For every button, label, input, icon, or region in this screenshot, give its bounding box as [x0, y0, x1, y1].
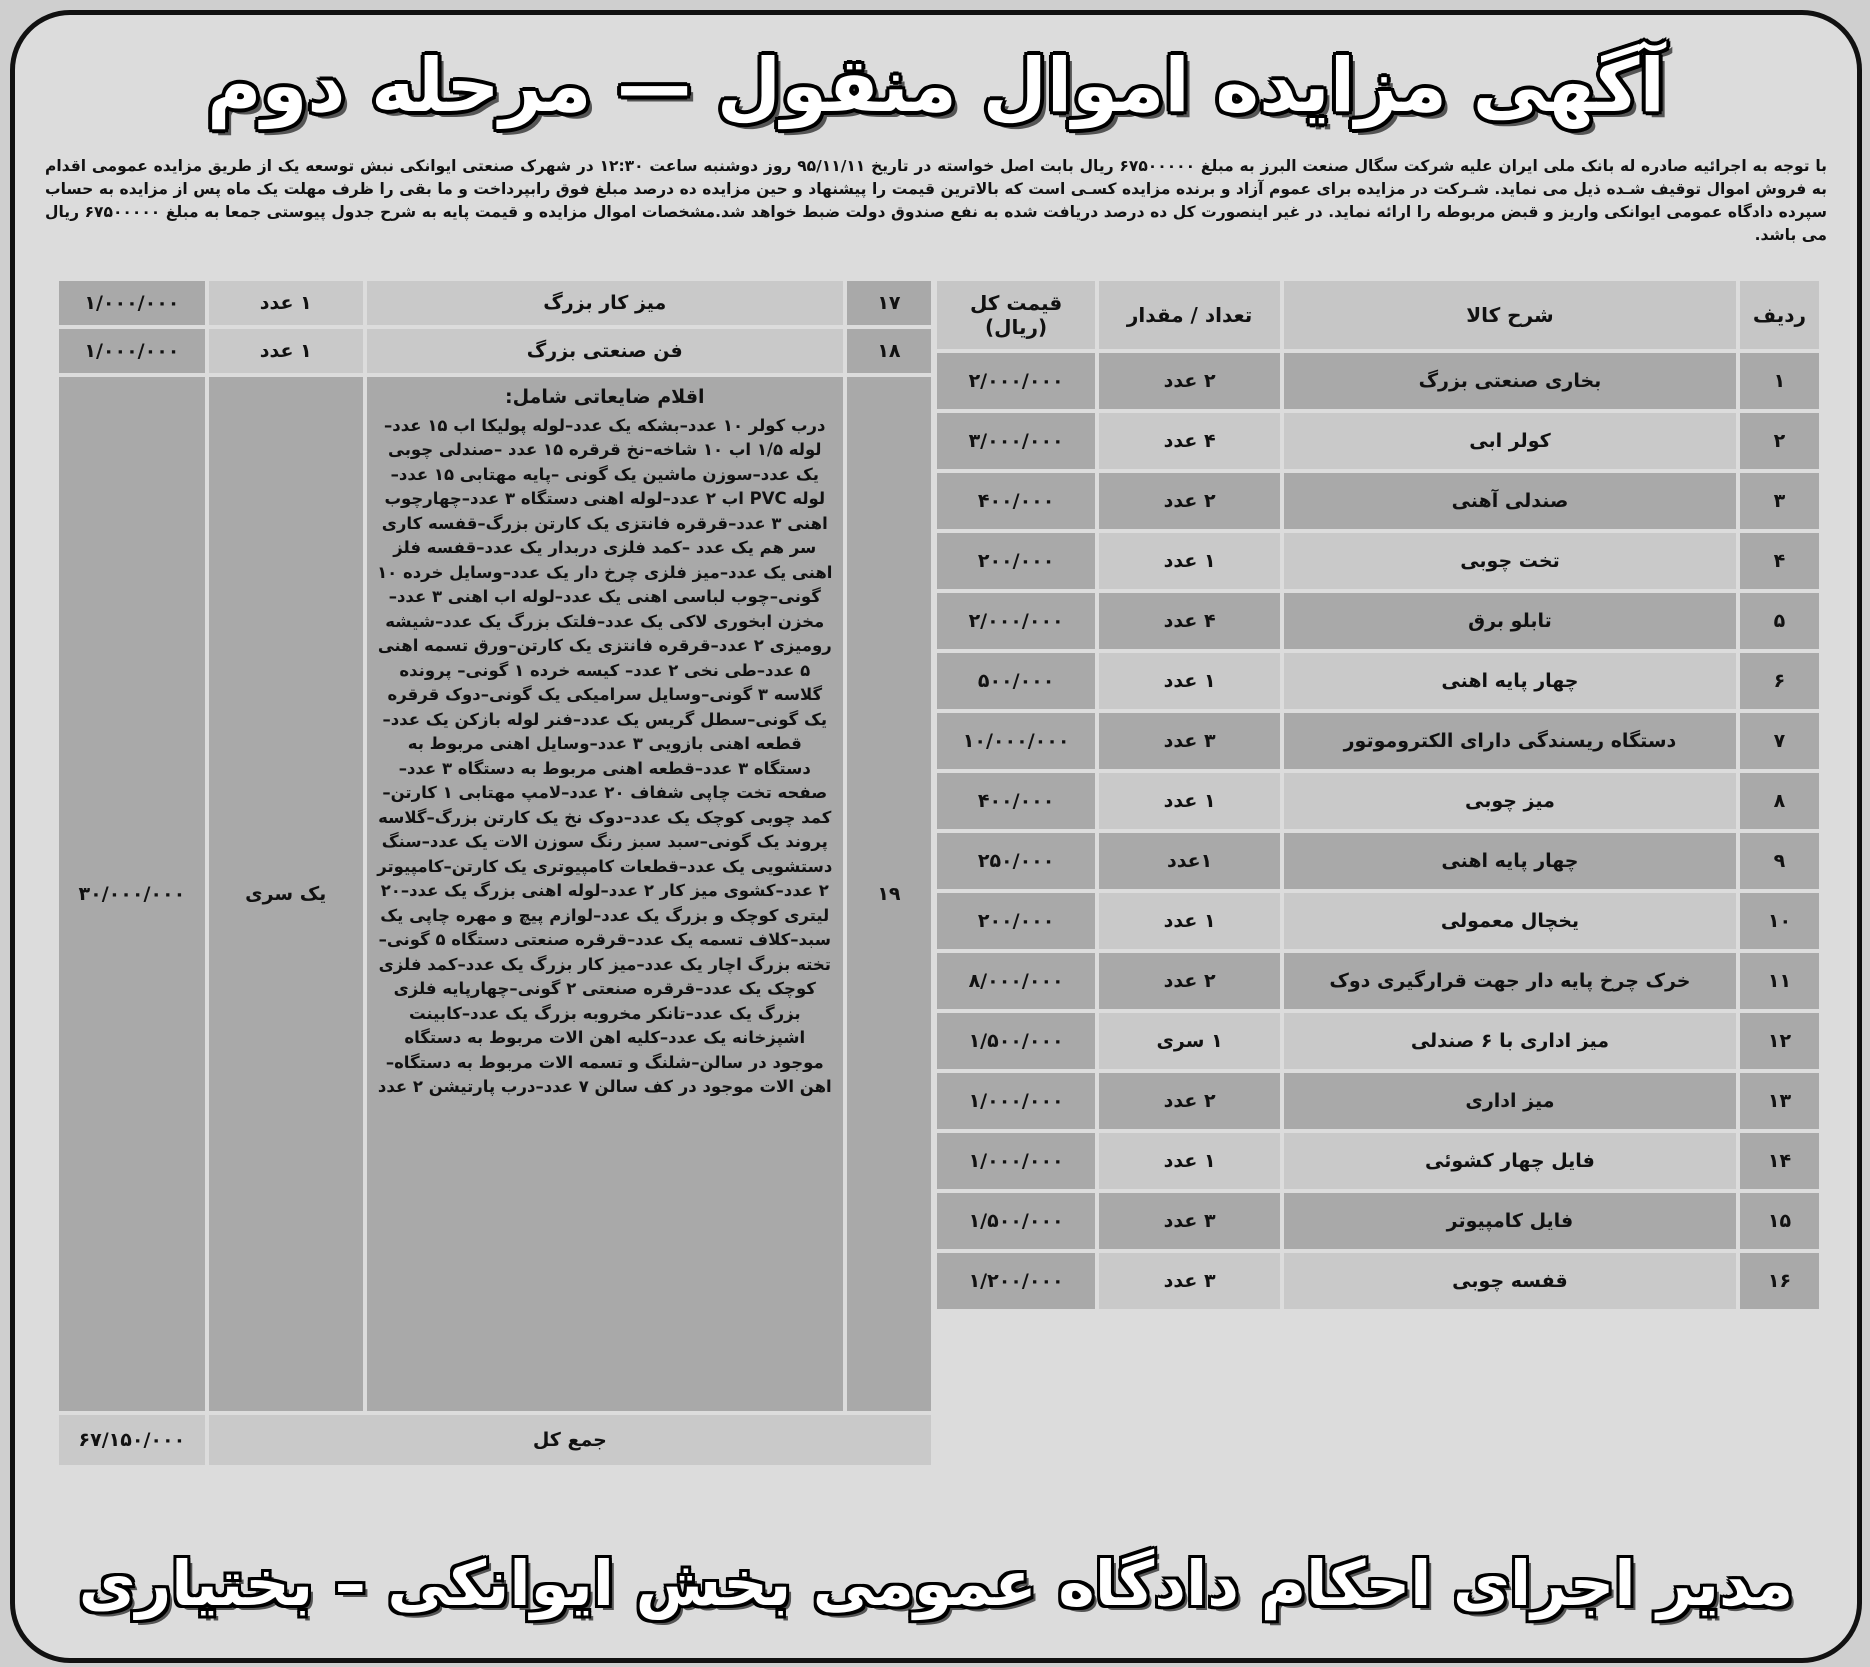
item-quantity: ۱ عدد — [1099, 533, 1280, 589]
item-quantity: ۳ عدد — [1099, 713, 1280, 769]
item-price: ۲۵۰/۰۰۰ — [937, 833, 1095, 889]
row-number: ۲ — [1740, 413, 1819, 469]
total-value: ۶۷/۱۵۰/۰۰۰ — [59, 1415, 205, 1465]
item-description: چهار پایه اهنی — [1284, 833, 1736, 889]
footer-signature: مدیر اجرای احکام دادگاه عمومی بخش ایوانکی – بختیاری — [78, 1547, 1794, 1620]
item-quantity: ۳ عدد — [1099, 1253, 1280, 1309]
items-table-left — [55, 277, 935, 1469]
item-price: ۱/۰۰۰/۰۰۰ — [937, 1133, 1095, 1189]
table-row — [937, 833, 1819, 889]
table-row — [937, 953, 1819, 1009]
item-description: میز چوبی — [1284, 773, 1736, 829]
scrap-items-description: درب کولر ۱۰ عدد–بشکه یک عدد–لوله پولیکا اب ۱۵ عدد–لوله ۱/۵ اب ۱۰ شاخه–نخ قرقره ۱۵ عدد –صندلی چوبی یک عدد–سوزن ماشین یک گونی –پایه مهتابی ۱۵ عدد–لوله PVC اب ۲ عدد–لوله اهنی دستگاه ۳ عدد–چهارچوب اهنی ۳ عدد–قرقره فانتزی یک کارتن بزرگ–قفسه کاری سر هم یک عدد –کمد فلزی دربدار یک عدد–قفسه فلز اهنی یک عدد–میز فلزی چرخ دار یک عدد–وسایل خرده ۱۰ گونی–چوب لباسی اهنی یک عدد–لوله اب اهنی ۳ عدد–مخزن ابخوری لاکی یک عدد–فلتک بزرگ یک عدد–شیشه رومیزی ۲ عدد–قرقره فانتزی یک کارتن–ورق تسمه اهنی ۵ عدد–طی نخی ۲ عدد– کیسه خرده ۱ گونی– پرونده گلاسه ۳ گونی–وسایل سرامیکی یک گونی–دوک قرقره یک گونی–سطل گریس یک عدد–فنر لوله بازکن یک عدد–قطعه اهنی بازویی ۳ عدد–وسایل اهنی مربوط به دستگاه ۳ عدد–قطعه اهنی مربوط به دستگاه ۳ عدد–صفحه تخت چاپی شفاف ۲۰ عدد–لامپ مهتابی ۱ کارتن– کمد چوبی کوچک یک عدد–دوک نخ یک کارتن بزرگ–گلاسه پروند یک گونی–سبد سبز رنگ سوزن الات یک عدد–سنگ دستشویی یک عدد–قطعات کامپیوتری یک کارتن–کامپیوتر ۲ عدد–کشوی میز کار ۲ عدد–لوله اهنی بزرگ یک عدد–۲۰ لیتری کوچک و بزرگ یک عدد–لوازم پیچ و مهره چاپی یک سبد–کلاف تسمه یک عدد–قرقره صنعتی دستگاه ۵ گونی–تخته بزرگ اچار یک عدد–میز کار بزرگ یک عدد–کمد فلزی کوچک یک عدد–قرقره صنعتی ۲ گونی–چهارپایه فلزی بزرگ یک عدد–تانکر مخروبه بزرگ یک عدد–کابینت اشپزخانه یک عدد–کلیه اهن الات مربوط به دستگاه موجود در سالن–شلنگ و تسمه الات مربوط به دستگاه–اهن الات موجود در کف سالن ۷ عدد–درب پارتیشن ۲ عدد — [377, 415, 833, 1096]
table-row — [59, 281, 931, 325]
advertisement-frame — [10, 10, 1862, 1663]
table-row — [937, 413, 1819, 469]
row-number: ۱۵ — [1740, 1193, 1819, 1249]
item-price: ۲/۰۰۰/۰۰۰ — [937, 593, 1095, 649]
item-description: دستگاه ریسندگی دارای الکتروموتور — [1284, 713, 1736, 769]
item-quantity: ۱ عدد — [1099, 773, 1280, 829]
row-number: ۱۳ — [1740, 1073, 1819, 1129]
item-price: ۱۰/۰۰۰/۰۰۰ — [937, 713, 1095, 769]
item-price: ۱/۵۰۰/۰۰۰ — [937, 1193, 1095, 1249]
header-price: قیمت کل (ریال) — [937, 281, 1095, 349]
item-quantity: ۲ عدد — [1099, 473, 1280, 529]
item-description: فایل کامپیوتر — [1284, 1193, 1736, 1249]
total-label: جمع کل — [209, 1415, 931, 1465]
item-description: خرک چرخ پایه دار جهت قرارگیری دوک — [1284, 953, 1736, 1009]
table-row — [937, 773, 1819, 829]
item-quantity: ۱عدد — [1099, 833, 1280, 889]
row-number: ۸ — [1740, 773, 1819, 829]
row-number: ۱۱ — [1740, 953, 1819, 1009]
item-quantity: ۳ عدد — [1099, 1193, 1280, 1249]
row-number: ۱۴ — [1740, 1133, 1819, 1189]
row-number: ۱۰ — [1740, 893, 1819, 949]
item-quantity: ۱ عدد — [209, 329, 363, 373]
item-description: میز اداری با ۶ صندلی — [1284, 1013, 1736, 1069]
header-description: شرح کالا — [1284, 281, 1736, 349]
item-quantity: ۱ عدد — [1099, 1133, 1280, 1189]
items-table-right — [933, 277, 1823, 1313]
item-price: ۸/۰۰۰/۰۰۰ — [937, 953, 1095, 1009]
table-row — [937, 1253, 1819, 1309]
item-price: ۱/۰۰۰/۰۰۰ — [59, 281, 205, 325]
item-description: بخاری صنعتی بزرگ — [1284, 353, 1736, 409]
item-description: چهار پایه اهنی — [1284, 653, 1736, 709]
item-quantity: یک سری — [209, 377, 363, 1411]
table-row — [937, 1133, 1819, 1189]
item-quantity: ۲ عدد — [1099, 953, 1280, 1009]
item-quantity: ۱ عدد — [1099, 893, 1280, 949]
row-number: ۱۷ — [847, 281, 931, 325]
table-row — [937, 893, 1819, 949]
item-price: ۴۰۰/۰۰۰ — [937, 773, 1095, 829]
row-number: ۶ — [1740, 653, 1819, 709]
item-description: فایل چهار کشوئی — [1284, 1133, 1736, 1189]
row-number: ۴ — [1740, 533, 1819, 589]
row-number: ۱۹ — [847, 377, 931, 1411]
total-row — [59, 1415, 931, 1465]
item-price: ۴۰۰/۰۰۰ — [937, 473, 1095, 529]
row-number: ۱ — [1740, 353, 1819, 409]
row-number: ۱۲ — [1740, 1013, 1819, 1069]
item-quantity: ۱ عدد — [1099, 653, 1280, 709]
row-number: ۷ — [1740, 713, 1819, 769]
item-description: تابلو برق — [1284, 593, 1736, 649]
item-price: ۳۰/۰۰۰/۰۰۰ — [59, 377, 205, 1411]
item-price: ۱/۵۰۰/۰۰۰ — [937, 1013, 1095, 1069]
item-price: ۲۰۰/۰۰۰ — [937, 533, 1095, 589]
row-number: ۱۸ — [847, 329, 931, 373]
item-price: ۵۰۰/۰۰۰ — [937, 653, 1095, 709]
item-description: یخچال معمولی — [1284, 893, 1736, 949]
table-row — [937, 473, 1819, 529]
item-price: ۱/۲۰۰/۰۰۰ — [937, 1253, 1095, 1309]
table-row — [937, 353, 1819, 409]
item-quantity: ۴ عدد — [1099, 593, 1280, 649]
item-price: ۲۰۰/۰۰۰ — [937, 893, 1095, 949]
header-row-number: ردیف — [1740, 281, 1819, 349]
item-description: میز کار بزرگ — [367, 281, 843, 325]
items-table-body — [937, 353, 1819, 1309]
header-quantity: تعداد / مقدار — [1099, 281, 1280, 349]
table-row-scrap-items — [59, 377, 931, 1411]
item-quantity: ۴ عدد — [1099, 413, 1280, 469]
table-row — [937, 653, 1819, 709]
item-quantity: ۲ عدد — [1099, 353, 1280, 409]
row-number: ۵ — [1740, 593, 1819, 649]
table-row — [937, 1073, 1819, 1129]
row-number: ۱۶ — [1740, 1253, 1819, 1309]
item-description: کولر ابی — [1284, 413, 1736, 469]
item-price: ۱/۰۰۰/۰۰۰ — [937, 1073, 1095, 1129]
item-description: میز اداری — [1284, 1073, 1736, 1129]
table-row — [937, 533, 1819, 589]
row-number: ۳ — [1740, 473, 1819, 529]
scrap-items-heading: اقلام ضایعاتی شامل: — [505, 386, 705, 408]
table-row — [937, 1013, 1819, 1069]
item-quantity: ۲ عدد — [1099, 1073, 1280, 1129]
table-row — [937, 593, 1819, 649]
item-price: ۳/۰۰۰/۰۰۰ — [937, 413, 1095, 469]
item-description: تخت چوبی — [1284, 533, 1736, 589]
item-description: فن صنعتی بزرگ — [367, 329, 843, 373]
item-description: صندلی آهنی — [1284, 473, 1736, 529]
row-number: ۹ — [1740, 833, 1819, 889]
table-row — [937, 1193, 1819, 1249]
intro-paragraph: با توجه به اجرائیه صادره له بانک ملی ایران علیه شرکت سگال صنعت البرز به مبلغ ۶۷۵۰۰۰۰۰ ریال بابت اصل خواسته در تاریخ ۹۵/۱۱/۱۱ روز دوشنبه ساعت ۱۲:۳۰ در شهرک صنعتی ایوانکی نبش توسعه یک از طریق مزایده عمومی اقدام به فروش اموال توقیف شـده ذیل می نماید. شـرکت در مزایده برای عموم آزاد و برنده مزایده کسـی است که بالاترین قیمت را پیشنهاد و حین مزایده ده درصد مبلغ فوق رابپرداخت و ما بقی را ظرف مهلت یک ماه پس از مزایده به حساب سپرده دادگاه عمومی ایوانکی واریز و قبض مربوطه را ارائه نماید. در غیر اینصورت کل ده درصد دریافت شده به نفع صندوق دولت ضبط خواهد شد.مشخصات اموال مزایده و قیمت پایه به شرح جدول پیوستی جمعا به مبلغ ۶۷۵۰۰۰۰۰ ریال می باشد. — [45, 157, 1827, 244]
item-quantity: ۱ سری — [1099, 1013, 1280, 1069]
item-description: قفسه چوبی — [1284, 1253, 1736, 1309]
table-row — [59, 329, 931, 373]
item-price: ۱/۰۰۰/۰۰۰ — [59, 329, 205, 373]
scrap-items-cell — [367, 377, 843, 1411]
item-price: ۲/۰۰۰/۰۰۰ — [937, 353, 1095, 409]
page-title: آگهی مزایده اموال منقول — مرحله دوم — [207, 43, 1665, 129]
item-quantity: ۱ عدد — [209, 281, 363, 325]
table-row — [937, 713, 1819, 769]
